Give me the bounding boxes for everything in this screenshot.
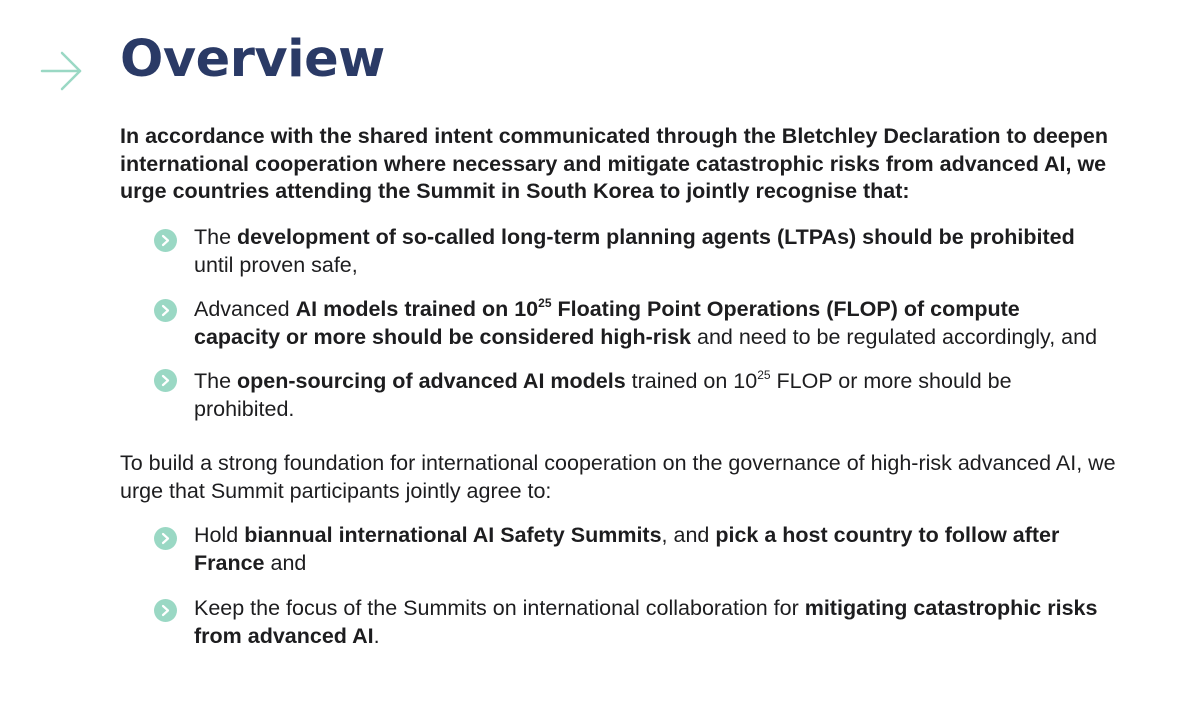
agreement-paragraph: To build a strong foundation for international cooperation on the governance of high-risk advanced AI, we urge that Summit participants jointly agree to: (120, 451, 1116, 503)
arrow-right-icon (40, 50, 84, 92)
chevron-right-icon (154, 299, 177, 322)
page-title: Overview (120, 30, 385, 89)
list-item-text: The open-sourcing of advanced AI models trained on $10^{25}$ FLOP or more should be prohibited. (194, 368, 1012, 421)
list-item-text: Keep the focus of the Summits on international collaboration for mitigating catastrophic risks from advanced AI. (194, 596, 1098, 648)
list-item-text: Hold biannual international AI Safety Summits, and pick a host country to follow after France and (194, 523, 1060, 575)
chevron-right-icon (154, 527, 177, 550)
list-item-text: Advanced AI models trained on $10^{25}$ Floating Point Operations (FLOP) of compute capacity or more should be considered high-risk and need to be regulated accordingly, and (194, 296, 1098, 349)
intro-paragraph: In accordance with the shared intent communicated through the Bletchley Declaration to deepen international cooperation where necessary and mitigate catastrophic risks from advanced AI, we urge countries attending the Summit in South Korea to jointly recognise that: (120, 124, 1108, 203)
list-item-text: The development of so-called long-term planning agents (LTPAs) should be prohibited until proven safe, (194, 225, 1075, 277)
chevron-right-icon (154, 229, 177, 252)
chevron-right-icon (154, 599, 177, 622)
chevron-right-icon (154, 369, 177, 392)
